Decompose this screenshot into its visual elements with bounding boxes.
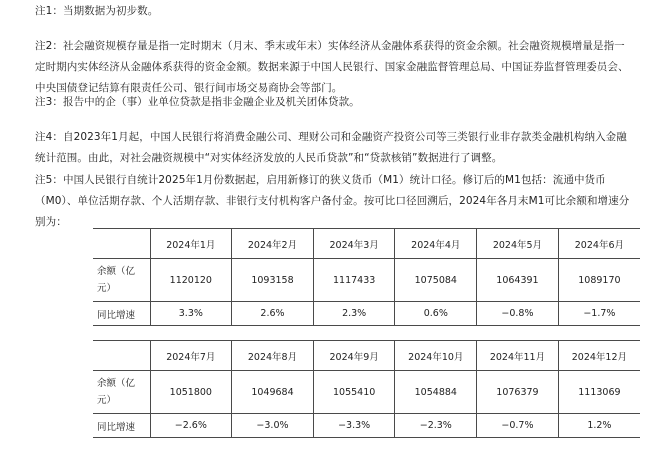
growth-cell: −2.6% [150,414,232,438]
balance-cell: 1051800 [150,371,232,414]
balance-row [93,259,640,302]
month-header: 2024年7月 [150,341,232,371]
growth-row [93,302,640,326]
growth-cell: −3.0% [232,414,314,438]
growth-cell: 2.6% [232,302,314,326]
growth-cell: −0.8% [477,302,559,326]
balance-cell: 1054884 [395,371,477,414]
growth-cell: 1.2% [558,414,640,438]
note-2: 注2：社会融资规模存量是指一定时期末（月末、季末或年末）实体经济从金融体系获得的资金余额。社会融资规模增量是指一定时期内实体经济从金融体系获得的资金金额。数据来源于中国人民银行、国家金融监督管理总局、中国证券监督管理委员会、中央国债登记结算有限责任公司、银行间市场交易商协会等部门。 [35,40,629,94]
note-1: 注1：当期数据为初步数。 [35,5,159,17]
growth-cell: 2.3% [313,302,395,326]
m1-table-h2 [93,340,640,438]
growth-row-label: 同比增速 [93,414,150,438]
balance-cell: 1120120 [150,259,232,302]
month-header: 2024年12月 [558,341,640,371]
month-header: 2024年8月 [232,341,314,371]
growth-cell: −3.3% [313,414,395,438]
month-header: 2024年9月 [313,341,395,371]
month-header: 2024年3月 [313,229,395,259]
month-header: 2024年5月 [477,229,559,259]
balance-row-label: 余额（亿元） [93,371,150,414]
growth-cell: −0.7% [477,414,559,438]
month-header: 2024年11月 [477,341,559,371]
balance-cell: 1076379 [477,371,559,414]
balance-cell: 1064391 [477,259,559,302]
balance-cell: 1113069 [558,371,640,414]
note-4: 注4：自2023年1月起，中国人民银行将消费金融公司、理财公司和金融资产投资公司等三类银行业非存款类金融机构纳入金融统计范围。由此，对社会融资规模中“对实体经济发放的人民币贷款”和“贷款核销”数据进行了调整。 [35,131,627,164]
balance-row-label: 余额（亿元） [93,259,150,302]
balance-cell: 1055410 [313,371,395,414]
growth-cell: 0.6% [395,302,477,326]
growth-cell: −1.7% [558,302,640,326]
balance-cell: 1093158 [232,259,314,302]
growth-row-label: 同比增速 [93,302,150,326]
table-corner-cell [93,229,150,259]
month-header: 2024年4月 [395,229,477,259]
balance-cell: 1117433 [313,259,395,302]
balance-row [93,371,640,414]
balance-cell: 1089170 [558,259,640,302]
month-header: 2024年1月 [150,229,232,259]
balance-cell: 1075084 [395,259,477,302]
growth-cell: −2.3% [395,414,477,438]
balance-cell: 1049684 [232,371,314,414]
m1-table-h1 [93,228,640,326]
growth-row [93,414,640,438]
month-header: 2024年6月 [558,229,640,259]
month-header: 2024年2月 [232,229,314,259]
note-3: 注3：报告中的企（事）业单位贷款是指非金融企业及机关团体贷款。 [35,96,360,108]
table-header-row [93,229,640,259]
month-header: 2024年10月 [395,341,477,371]
growth-cell: 3.3% [150,302,232,326]
note-5: 注5：中国人民银行自统计2025年1月份数据起，启用新修订的狭义货币（M1）统计口径。修订后的M1包括：流通中货币（M0）、单位活期存款、个人活期存款、非银行支付机构客户备付金。按可比口径回溯后，2024年各月末M1可比余额和增速分别为： [35,174,630,228]
table-header-row [93,341,640,371]
table-corner-cell [93,341,150,371]
